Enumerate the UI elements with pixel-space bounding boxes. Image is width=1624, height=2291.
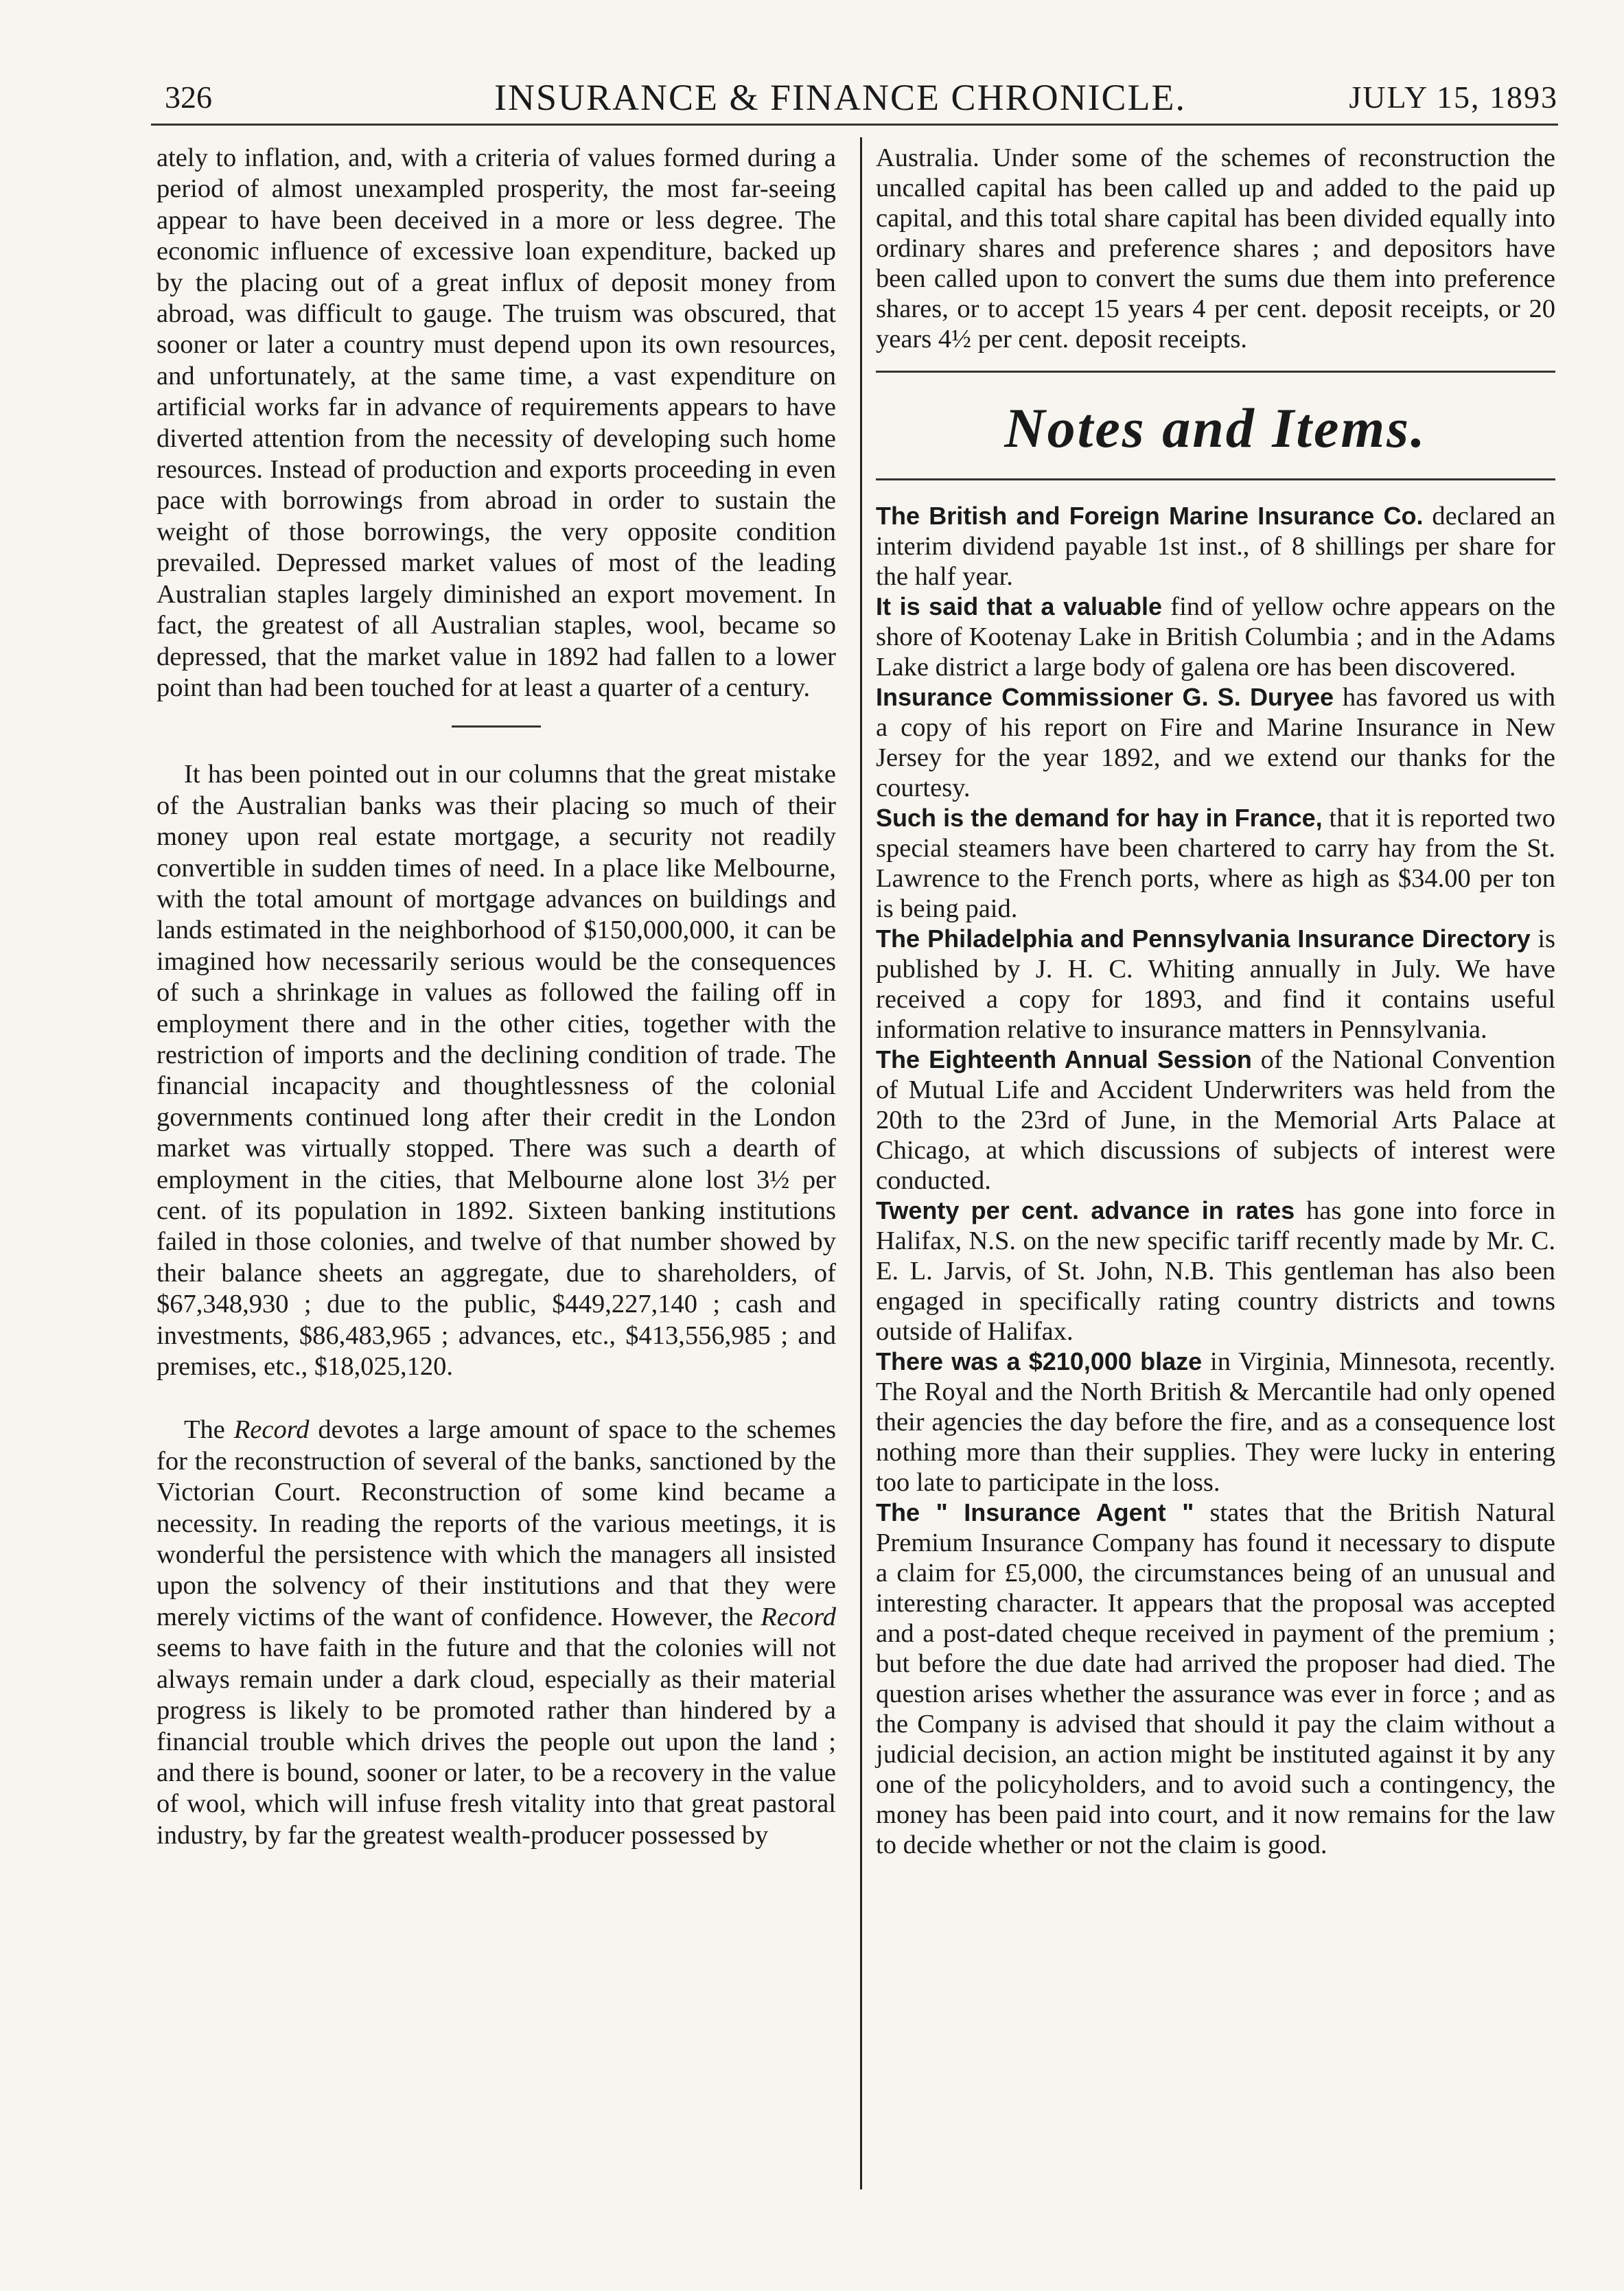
issue-date: JULY 15, 1893 [1349,80,1558,115]
note-item [876,803,1555,924]
note-body: has favored us with a copy of his report on Fire and Marine Insurance in New Jersey for the year 1892, and we extend our thanks for the courtesy. [876,683,1555,802]
record-title: Record [761,1602,836,1631]
left-paragraph-2: It has been pointed out in our columns that the great mistake of the Australian banks was their placing so much of their money upon real estate mortgage, a security not readily convertible in sudden times of need. In a place like Melbourne, with the total amount of mortgage advances on buildings and lands estimated in the neighborhood of $150,000,000, it can be imagined how necessarily serious would be the consequences of such a shrinkage in values as followed the failing off in employment there and in the other cities, together with the restriction of imports and the declining condition of trade. The financial incapacity and thoughtlessness of the colonial governments continued long after their credit in the London market was virtually stopped. There was such a dearth of employment in the cities, that Melbourne alone lost 3½ per cent. of its population in 1892. Sixteen banking institutions failed in those colonies, and twelve of that number showed by their balance sheets an aggregate, due to shareholders, of $67,348,930 ; due to the public, $449,227,140 ; cash and investments, $86,483,965 ; advances, etc., $413,556,985 ; and premises, etc., $18,025,120. [156,760,836,1382]
note-lead: The Philadelphia and Pennsylvania Insurance Directory [876,924,1531,953]
note-body: in Virginia, Minnesota, recently. The Royal and the North British & Mercantile had only opened their agencies the day before the fire, and as a consequence lost nothing more than their supplies. They were lucky in entering too late to participate in the loss. [876,1347,1556,1497]
publication-title: INSURANCE & FINANCE CHRONICLE. [494,77,1187,118]
left-paragraph-1: ately to inflation, and, with a criteria of values formed during a period of almost unexampled prosperity, the most far-seeing appear to have been deceived in a more or less degree. The economic influence of excessive loan expenditure, backed up by the placing out of a great influx of deposit money from abroad, was difficult to gauge. The truism was obscured, that sooner or later a country must depend upon its own resources, and unfortunately, at the same time, a vast expenditure on artificial works far in advance of requirements appears to have diverted attention from the necessity of developing such home resources. Instead of production and exports proceeding in even pace with borrowings from abroad in order to sustain the weight of those borrowings, the very opposite condition prevailed. Depressed market values of most of the leading Australian staples largely diminished an export movement. In fact, the greatest of all Australian staples, wool, became so depressed, that the market value in 1892 had fallen to a lower point than had been touched for at least a quarter of a century. [156,143,836,702]
note-body: declared an interim dividend payable 1st inst., of 8 shillings per share for the half year. [876,502,1555,591]
left-column [156,143,836,1851]
header-rule [151,124,1558,126]
note-body: of the National Convention of Mutual Life and Accident Underwriters was held from the 20th to the 23rd of June, in the Memorial Arts Palace at Chicago, at which discussions of subjects of interest were conducted. [876,1045,1555,1195]
column-rule [860,137,862,2189]
note-body: that it is reported two special steamers have been chartered to carry hay from the St. Lawrence to the French ports, where as high as $34.00 per ton is being paid. [876,804,1555,923]
note-lead: The " Insurance Agent " [876,1498,1194,1526]
record-title: Record [233,1415,310,1445]
note-lead: There was a $210,000 blaze [876,1347,1203,1375]
note-body: states that the British Natural Premium Insurance Company has found it necessary to dispute a claim for £5,000, the circumstances being of an unusual and interesting character. It appears that the proposal was accepted and a post-dated cheque received in payment of the premium ; but before the due date had arrived the proposer had died. The question arises whether the assurance was ever in force ; and as the Company is advised that should it pay the claim without a judicial decision, an action might be instituted against it by any one of the policyholders, and to avoid such a contingency, the money has been paid into court, and it now remains for the law to decide whether or not the claim is good. [876,1498,1555,1859]
right-paragraph-continued: Australia. Under some of the schemes of reconstruction the uncalled capital has been called up and added to the paid up capital, and this total share capital has been divided equally into ordinary shares and preference shares ; and depositors have been called upon to convert the sums due them into preference shares, or to accept 15 years 4 per cent. deposit receipts, or 20 years 4½ per cent. deposit receipts. [876,143,1555,353]
note-lead: The Eighteenth Annual Session [876,1045,1252,1073]
right-column [876,143,1555,1860]
note-lead: It is said that a valuable [876,592,1163,620]
page-header [151,72,1558,127]
note-item [876,924,1555,1045]
note-item [876,1196,1555,1347]
note-body: find of yellow ochre appears on the shore of Kootenay Lake in British Columbia ; and in the Adams Lake district a large body of galena ore has been discovered. [876,592,1555,682]
section-title: Notes and Items. [1004,397,1427,459]
note-lead: Twenty per cent. advance in rates [876,1196,1295,1224]
notes-list [876,501,1555,1860]
note-item [876,1045,1555,1196]
note-item [876,592,1555,682]
left-paragraph-3: The Record devotes a large amount of space to the schemes for the reconstruction of several of the banks, sanctioned by the Victorian Court. Reconstruction of some kind became a necessity. In reading the reports of the various meetings, it is wonderful the persistence with which the managers all insisted upon the solvency of their institutions and that they were merely victims of the want of confidence. However, the Record seems to have faith in the future and that the colonies will not always remain under a dark cloud, especially as their material progress is likely to be promoted rather than hindered by a financial trouble which drives the people out upon the land ; and there is bound, sooner or later, to be a recovery in the value of wool, which will infuse fresh vitality into that great pastoral industry, by far the greatest wealth-producer possessed by [156,1415,836,1850]
note-lead: Insurance Commissioner G. S. Duryee [876,683,1334,711]
section-rule-bottom [876,478,1555,480]
note-item [876,1498,1555,1860]
page-number: 326 [165,80,212,115]
note-item [876,501,1555,592]
note-lead: Such is the demand for hay in France, [876,804,1323,832]
paragraph-divider [452,725,541,728]
note-item [876,682,1555,803]
note-item [876,1347,1555,1498]
section-rule-top [876,371,1555,373]
note-body: is published by J. H. C. Whiting annually in July. We have received a copy for 1893, and find it contains useful information relative to insurance matters in Pennsylvania. [876,924,1555,1044]
note-body: has gone into force in Halifax, N.S. on the new specific tariff recently made by Mr. C. E. L. Jarvis, of St. John, N.B. This gentleman has also been engaged in specifically rating country districts and towns outside of Halifax. [876,1196,1555,1346]
note-lead: The British and Foreign Marine Insurance Co. [876,502,1424,530]
